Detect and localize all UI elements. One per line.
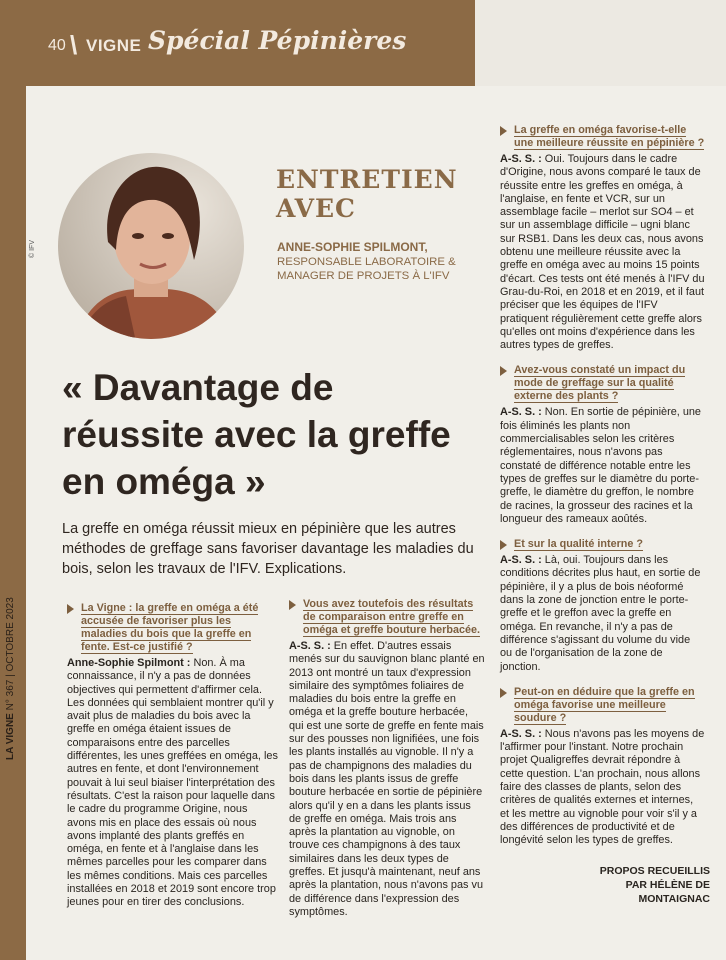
- issue-info: N° 367 | OCTOBRE 2023: [5, 597, 16, 711]
- question-6: Peut-on en déduire que la greffe en oméga favorise une meilleure soudure ?: [500, 686, 705, 725]
- speaker-label: A-S. S. :: [500, 406, 542, 419]
- answer-5: [500, 554, 705, 674]
- interview-title-line2: AVEC: [276, 194, 356, 223]
- interviewee-name: ANNE-SOPHIE SPILMONT,: [277, 240, 428, 254]
- answer-text: Là, oui. Toujours dans les conditions décrites plus haut, en sortie de pépinière, il y a plus de bois néoformé dans la zone de jonction entre le porte-greffe et le greffon avec la greffe en oméga. En revanche, il n'y a pas de différence s'agissant du volume du vide ou de l'organisation de la zone de jonction.: [500, 554, 701, 673]
- text-column-3: [500, 124, 705, 859]
- signature-line1: PROPOS RECUEILLIS: [599, 865, 710, 877]
- page-number: 40: [48, 37, 66, 54]
- signature-line2: PAR HÉLÈNE DE MONTAIGNAC: [625, 879, 710, 905]
- article-headline: « Davantage de réussite avec la greffe en oméga »: [62, 367, 451, 502]
- article-lead: La greffe en oméga réussit mieux en pépinière que les autres méthodes de greffage sans favoriser davantage les maladies du bois, selon les travaux de l'IFV. Explications.: [62, 521, 474, 577]
- page-edge: [475, 0, 726, 86]
- interview-title: [276, 165, 458, 223]
- author-signature: [560, 864, 710, 906]
- magazine-name: LA VIGNE: [5, 713, 16, 760]
- answer-text: Non. En sortie de pépinière, une fois éliminés les plants non commercialisables selon les critères réglementaires, nous n'avons pas constaté de différence notable entre les types de greffes sur le diamètre du porte-greffe, le diamètre du greffon, le nombre de racines, la grosseur des racines et la longueur des rameaux aoûtés.: [500, 406, 701, 525]
- speaker-label: A-S. S. :: [500, 153, 542, 165]
- speaker-label: A-S. S. :: [500, 727, 542, 740]
- speaker-label: A-S. S. :: [289, 640, 331, 652]
- text-column-1: [67, 602, 279, 922]
- answer-text: En effet. D'autres essais menés sur du sauvignon blanc planté en 2013 ont montré un taux d'expression similaire des symptômes foliaires de maladies du bois entre la greffe en oméga et la greffe bouture herbacée, qui est une sorte de greffe en fente mais sur des pousses non lignifiées, une fois les plants installés au vignoble. Il n'y a pas de champignons des maladies du bois dans les plants issus de greffe bouture herbacée en sortie de pépinière alors qu'il y en a dans les plants issus de greffe en oméga. Mais trois ans après la plantation au vignoble, on trouve ces champignons à des taux similaires dans les deux types de greffes. Et jusqu'à maintenant, neuf ans après la plantation, nous n'avons pas vu de différence dans l'expression des symptômes.: [289, 640, 485, 918]
- special-issue-title: Spécial Pépinières: [148, 26, 407, 55]
- answer-text: Non. À ma connaissance, il n'y a pas de données objectives qui permettent d'affirmer cela. Les données qui semblaient montrer qu'il y avait plus de maladies du bois avec la greffe en oméga étaient issues de comparaisons entre des parcelles différentes, les unes greffées en oméga, les autres en fente, et dont l'environnement pouvait à lui seul biaiser l'interprétation des résultats. C'est la raison pour laquelle dans le cadre du programme Origine, nous avons mis en place des essais où nous avons implanté des plants greffés en oméga, en fente et à l'anglaise dans les mêmes parcelles pour les comparer dans les mêmes conditions. Mais ces parcelles installées en 2018 et 2019 sont encore trop jeunes pour en tirer des conclusions.: [67, 657, 278, 909]
- interview-title-line1: ENTRETIEN: [276, 165, 458, 194]
- speaker-label: A-S. S. :: [500, 554, 542, 567]
- speaker-label: Anne-Sophie Spilmont :: [67, 657, 191, 669]
- question-4: Avez-vous constaté un impact du mode de greffage sur la qualité externe des plants ?: [500, 364, 705, 403]
- question-5: Et sur la qualité interne ?: [500, 538, 705, 551]
- portrait-photo: [56, 150, 246, 342]
- magazine-issue-credit: [5, 580, 21, 760]
- question-2: Vous avez toutefois des résultats de comparaison entre greffe en oméga et greffe bouture herbacée.: [289, 598, 485, 637]
- answer-text: Oui. Toujours dans le cadre d'Origine, nous avons comparé le taux de réussite entre les greffes en oméga, à l'anglaise, en fente et VCR, sur un assemblage facile – merlot sur SO4 – et sur un assemblage difficile – ugni blanc sur RSB1. Dans les deux cas, nous avons obtenu une meilleure réussite avec la greffe en oméga avec au moins 15 points d'écart. Ces tests ont été menés à l'IFV du Grau-du-Roi, en 2018 et en 2019, et il faut préciser que les équipes de l'IFV pratiquent régulièrement cette greffe alors qu'elles ont moins d'expérience dans les autres types de greffes.: [500, 153, 705, 352]
- question-3: La greffe en oméga favorise-t-elle une meilleure réussite en pépinière ?: [500, 124, 705, 150]
- answer-4: [500, 406, 705, 526]
- answer-6: [500, 728, 705, 848]
- text-column-2: [289, 598, 485, 931]
- answer-text: Nous n'avons pas les moyens de l'affirmer pour l'instant. Notre prochain projet Qualigreffes devrait répondre à cette question. L'an prochain, nous allons faire des classes de plants, selon des critères de qualités externes et internes, et les mettre au vignoble pour voir s'il y a des différences de productivité et de longévité selon les types de greffes.: [500, 727, 705, 847]
- interviewee-role: RESPONSABLE LABORATOIRE & MANAGER DE PROJETS À L'IFV: [277, 256, 456, 282]
- section-label: VIGNE: [86, 36, 142, 55]
- answer-3: [500, 153, 705, 352]
- header-slash-icon: \: [70, 30, 78, 60]
- photo-credit: © IFV: [29, 240, 36, 258]
- answer-2: [289, 640, 485, 919]
- question-1: La Vigne : la greffe en oméga a été accusée de favoriser plus les maladies du bois que la greffe en fente. Est-ce justifié ?: [67, 602, 279, 654]
- answer-1: [67, 657, 279, 910]
- left-border-band: [0, 0, 26, 960]
